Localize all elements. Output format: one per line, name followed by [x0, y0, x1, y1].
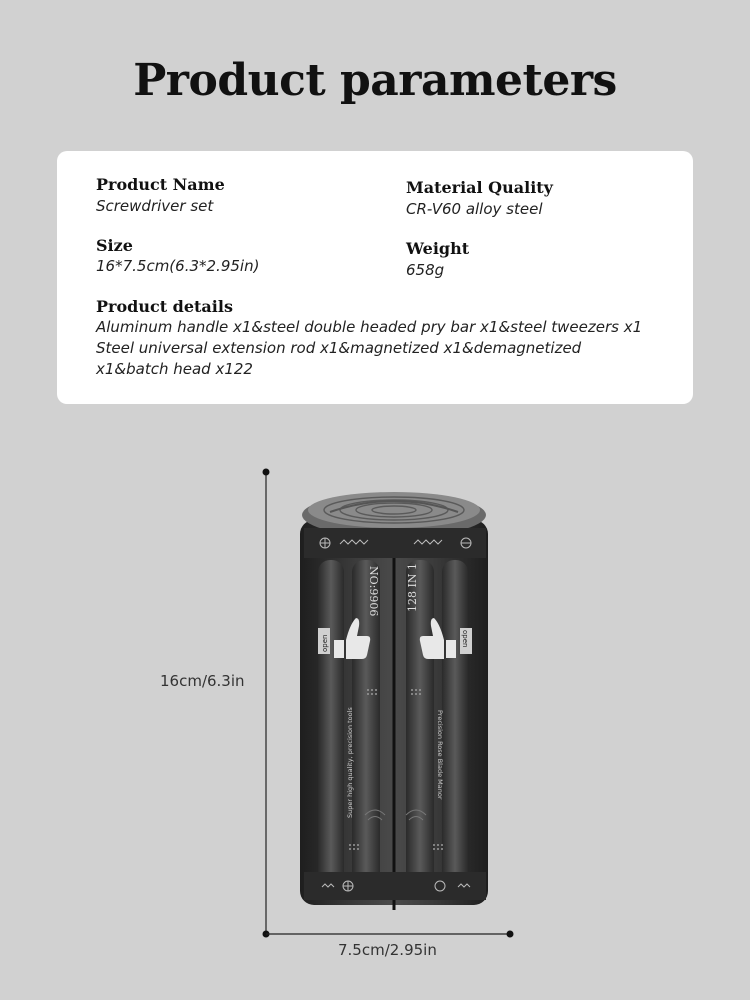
- model-number-print: NO:9906: [367, 566, 380, 617]
- open-tag-right: open: [461, 630, 469, 648]
- size-label: Size: [96, 236, 133, 255]
- details-line: Aluminum handle x1&steel double headed pry bar x1&steel tweezers x1: [96, 318, 643, 336]
- slogan-print: Super high quality, precision tools: [346, 707, 354, 818]
- height-dimension-label: 16cm/6.3in: [160, 672, 245, 690]
- details-text: [96, 317, 686, 380]
- material-value: CR-V60 alloy steel: [406, 200, 543, 218]
- brand-line-print: Precision Rose Blade Manor: [436, 710, 444, 800]
- weight-label: Weight: [406, 239, 470, 258]
- product-name-value: Screwdriver set: [96, 197, 214, 215]
- material-label: Material Quality: [406, 178, 553, 197]
- product-name-label: Product Name: [96, 175, 225, 194]
- count-print: 128 IN 1: [406, 563, 419, 612]
- screwdriver-set-image: [0, 440, 750, 920]
- open-tag-left: open: [321, 634, 329, 652]
- width-dimension-label: 7.5cm/2.95in: [338, 941, 437, 959]
- details-line: x1&batch head x122: [96, 360, 253, 378]
- page-title: Product parameters: [133, 55, 617, 106]
- details-label: Product details: [96, 297, 233, 316]
- size-value: 16*7.5cm(6.3*2.95in): [96, 257, 260, 275]
- details-line: Steel universal extension rod x1&magnetized x1&demagnetized: [96, 339, 582, 357]
- parameters-card: [57, 151, 693, 404]
- weight-value: 658g: [406, 261, 445, 279]
